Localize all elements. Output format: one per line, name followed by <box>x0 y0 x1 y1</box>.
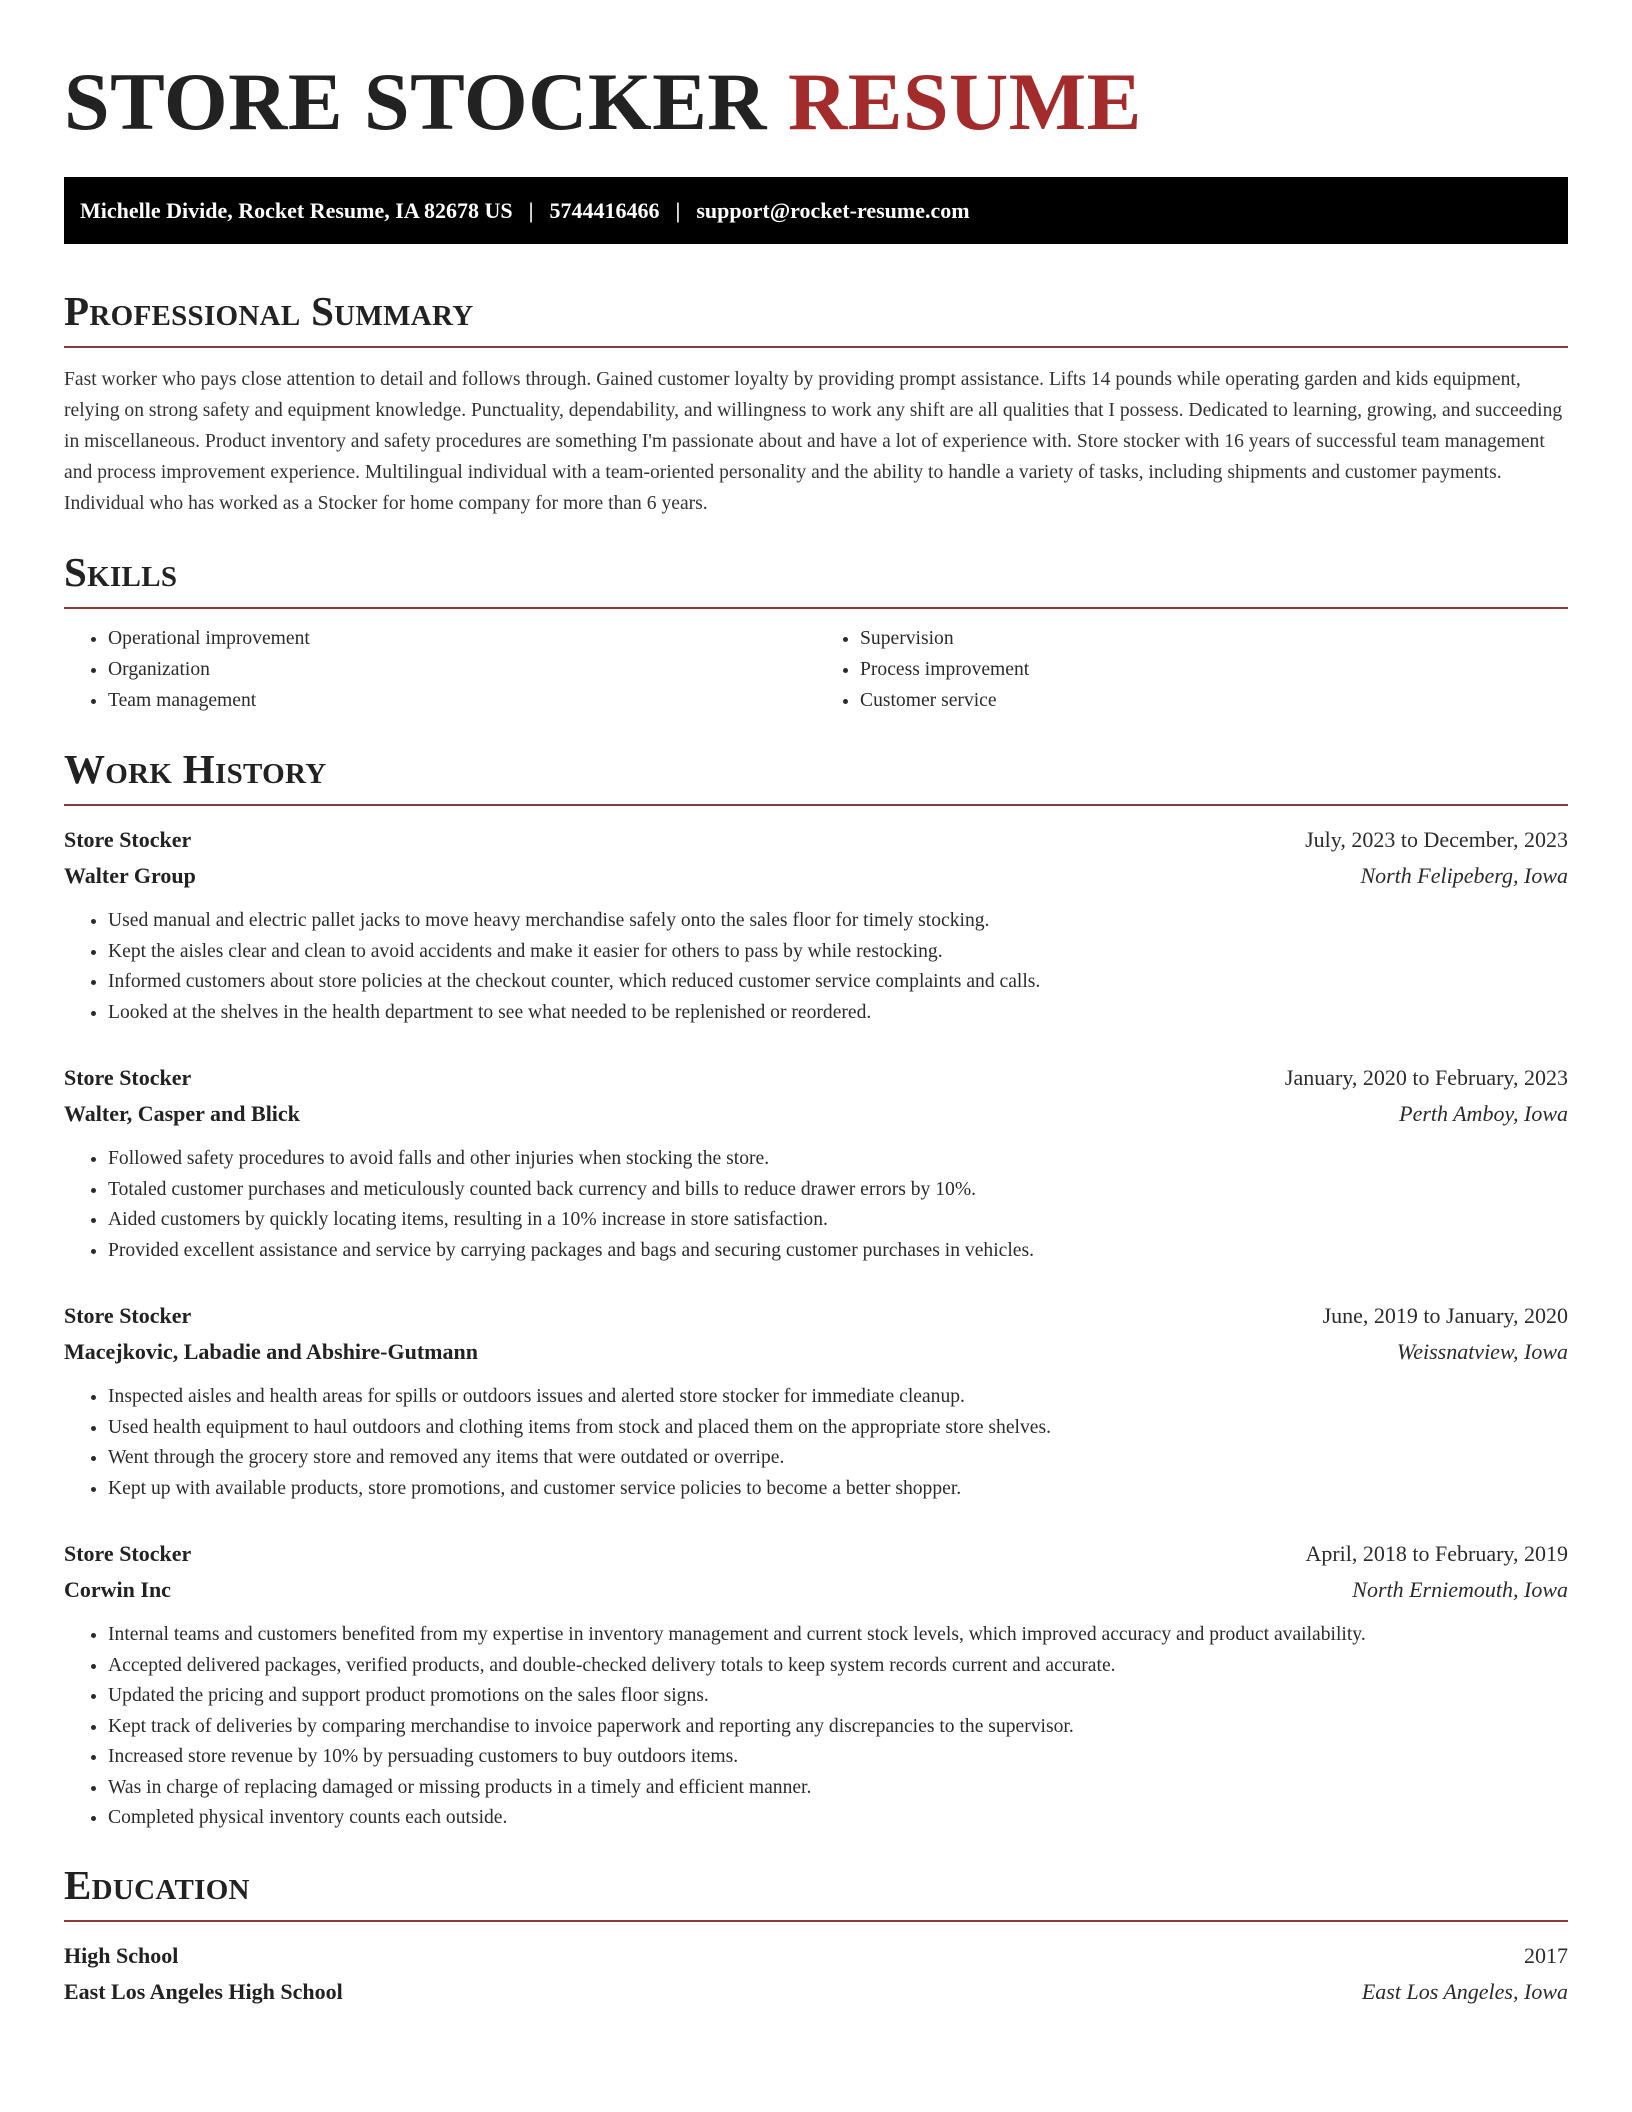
education-degree-row <box>64 1938 1568 1974</box>
section-divider <box>64 1920 1568 1922</box>
summary-section <box>64 286 1568 519</box>
job-bullet: • Followed safety procedures to avoid falls and other injuries when stocking the store. <box>108 1144 1568 1175</box>
title-accent: RESUME <box>788 56 1142 147</box>
education-school: East Los Angeles High School <box>64 1978 343 2004</box>
work-history-heading: Work History <box>64 746 327 792</box>
contact-bar <box>64 177 1568 244</box>
job-header-row <box>64 822 1568 858</box>
job-bullet: • Accepted delivered packages, verified products, and double-checked delivery totals to keep system records current and accurate. <box>108 1651 1568 1682</box>
summary-heading: Professional Summary <box>64 288 474 334</box>
job-bullet: • Completed physical inventory counts each outside. <box>108 1803 1568 1834</box>
job-title: Store Stocker <box>64 1065 192 1090</box>
section-divider <box>64 346 1568 348</box>
skill-item: • Organization <box>108 654 816 685</box>
job-bullet: • Kept the aisles clear and clean to avoid accidents and make it easier for others to pass by while restocking. <box>108 937 1568 968</box>
job-company-row <box>64 1096 1568 1132</box>
job-entry <box>64 1060 1568 1266</box>
skills-column-left <box>64 623 816 716</box>
education-heading: Education <box>64 1861 250 1908</box>
job-company: Walter Group <box>64 863 196 888</box>
job-company-row <box>64 858 1568 894</box>
job-location: Weissnatview, Iowa <box>1396 1339 1568 1364</box>
job-entry <box>64 1298 1568 1504</box>
education-location: East Los Angeles, Iowa <box>1361 1978 1568 2004</box>
education-school-row <box>64 1974 1568 2010</box>
job-dates: April, 2018 to February, 2019 <box>1305 1541 1568 1566</box>
job-bullet: • Kept up with available products, store promotions, and customer service policies to become a better shopper. <box>108 1474 1568 1505</box>
job-header-row <box>64 1536 1568 1572</box>
skills-heading: Skills <box>64 549 178 595</box>
resume-title <box>64 52 1568 152</box>
skill-item: • Process improvement <box>860 654 1568 685</box>
contact-separator: | <box>675 197 681 223</box>
skills-list <box>64 623 1568 716</box>
skill-item: • Operational improvement <box>108 623 816 654</box>
skills-section <box>64 547 1568 716</box>
job-bullet: • Looked at the shelves in the health department to see what needed to be replenished or reordered. <box>108 998 1568 1029</box>
job-dates: June, 2019 to January, 2020 <box>1322 1303 1568 1328</box>
job-title: Store Stocker <box>64 1303 192 1328</box>
skills-column-right <box>816 623 1568 716</box>
section-divider <box>64 804 1568 806</box>
job-bullets <box>64 906 1568 1028</box>
job-bullet: • Increased store revenue by 10% by persuading customers to buy outdoors items. <box>108 1742 1568 1773</box>
skill-item: • Supervision <box>860 623 1568 654</box>
section-divider <box>64 607 1568 609</box>
job-location: North Erniemouth, Iowa <box>1352 1577 1568 1602</box>
job-company: Macejkovic, Labadie and Abshire-Gutmann <box>64 1339 478 1364</box>
job-entry <box>64 822 1568 1028</box>
job-bullets <box>64 1382 1568 1504</box>
education-section <box>64 1860 1568 2010</box>
job-company-row <box>64 1572 1568 1608</box>
job-location: Perth Amboy, Iowa <box>1399 1101 1568 1126</box>
job-title: Store Stocker <box>64 827 192 852</box>
job-bullet: • Updated the pricing and support product promotions on the sales floor signs. <box>108 1681 1568 1712</box>
job-bullet: • Informed customers about store policies at the checkout counter, which reduced customer service complaints and calls. <box>108 967 1568 998</box>
job-company: Walter, Casper and Blick <box>64 1101 300 1126</box>
skill-item: • Team management <box>108 685 816 716</box>
contact-phone: 5744416466 <box>549 197 660 223</box>
job-bullet: • Provided excellent assistance and service by carrying packages and bags and securing customer purchases in vehicles. <box>108 1236 1568 1267</box>
job-title: Store Stocker <box>64 1541 192 1566</box>
work-history-section <box>64 744 1568 1834</box>
job-company-row <box>64 1334 1568 1370</box>
job-bullet: • Kept track of deliveries by comparing merchandise to invoice paperwork and reporting any discrepancies to the supervisor. <box>108 1712 1568 1743</box>
contact-email: support@rocket-resume.com <box>696 197 970 223</box>
job-company: Corwin Inc <box>64 1577 171 1602</box>
job-bullet: • Totaled customer purchases and meticulously counted back currency and bills to reduce drawer errors by 10%. <box>108 1175 1568 1206</box>
job-bullet: • Internal teams and customers benefited from my expertise in inventory management and current stock levels, which improved accuracy and product availability. <box>108 1620 1568 1651</box>
education-degree: High School <box>64 1942 179 1968</box>
job-bullets <box>64 1144 1568 1266</box>
education-year: 2017 <box>1524 1942 1568 1968</box>
title-main: STORE STOCKER <box>64 56 768 147</box>
job-bullet: • Used manual and electric pallet jacks to move heavy merchandise safely onto the sales floor for timely stocking. <box>108 906 1568 937</box>
summary-text: Fast worker who pays close attention to detail and follows through. Gained customer loyalty by providing prompt assistance. Lifts 14 pounds while operating garden and kids equipment, relying on strong safety and equipment knowledge. Punctuality, dependability, and willingness to work any shift are all qualities that I possess. Dedicated to learning, growing, and succeeding in miscellaneous. Product inventory and safety procedures are something I'm passionate about and have a lot of experience with. Store stocker with 16 years of successful team management and process improvement experience. Multilingual individual with a team-oriented personality and the ability to handle a variety of tasks, including shipments and customer payments. Individual who has worked as a Stocker for home company for more than 6 years. <box>64 369 1563 514</box>
job-location: North Felipeberg, Iowa <box>1360 863 1568 888</box>
contact-separator: | <box>528 197 534 223</box>
job-bullets <box>64 1620 1568 1834</box>
job-bullet: • Was in charge of replacing damaged or missing products in a timely and efficient manner. <box>108 1773 1568 1804</box>
job-bullet: • Used health equipment to haul outdoors and clothing items from stock and placed them on the appropriate store shelves. <box>108 1413 1568 1444</box>
skill-item: • Customer service <box>860 685 1568 716</box>
job-entry <box>64 1536 1568 1834</box>
job-header-row <box>64 1060 1568 1096</box>
job-dates: July, 2023 to December, 2023 <box>1305 827 1568 852</box>
job-bullet: • Aided customers by quickly locating items, resulting in a 10% increase in store satisfaction. <box>108 1205 1568 1236</box>
contact-address: Michelle Divide, Rocket Resume, IA 82678 US <box>80 197 513 223</box>
job-header-row <box>64 1298 1568 1334</box>
job-dates: January, 2020 to February, 2023 <box>1284 1065 1568 1090</box>
job-bullet: • Inspected aisles and health areas for spills or outdoors issues and alerted store stocker for immediate cleanup. <box>108 1382 1568 1413</box>
job-bullet: • Went through the grocery store and removed any items that were outdated or overripe. <box>108 1443 1568 1474</box>
